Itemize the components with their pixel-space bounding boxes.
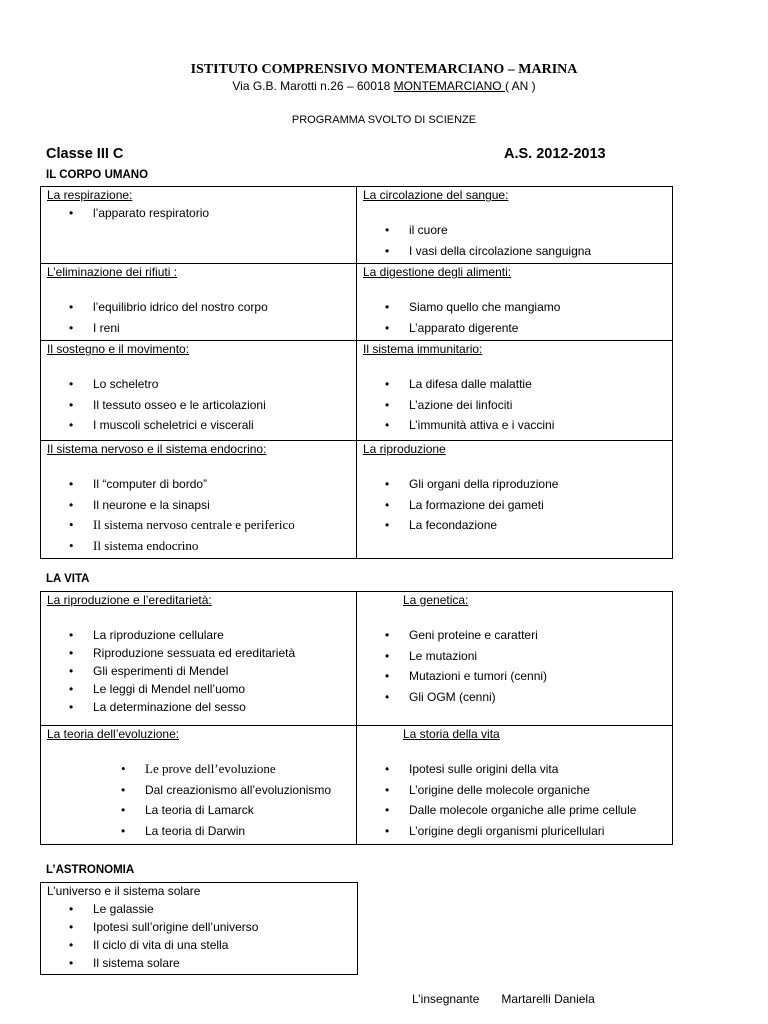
list-item: • Il sistema solare (47, 954, 351, 972)
list-item: • Le prove dell’evoluzione (47, 759, 350, 780)
topic-title: La storia della vita (403, 727, 500, 741)
astronomia-table (40, 882, 358, 975)
list-item: • Il neurone e la sinapsi (47, 495, 350, 516)
list-item: • La difesa dalle malattie (363, 374, 666, 395)
list-item: • Gli esperimenti di Mendel (47, 662, 350, 680)
topic-cell (41, 883, 358, 975)
list-item: • Il sistema nervoso centrale e periferico (47, 515, 350, 536)
vita-table (40, 591, 673, 845)
topic-cell (41, 341, 357, 441)
list-item: • Geni proteine e caratteri (363, 625, 666, 646)
topic-cell (357, 726, 673, 845)
address-street: Via G.B. Marotti n.26 – 60018 (232, 79, 394, 93)
section-title-vita: LA VITA (46, 573, 90, 585)
teacher-name: Martarelli Daniela (501, 992, 595, 1006)
list-item: • Il tessuto osseo e le articolazioni (47, 395, 350, 416)
list-item: • Il “computer di bordo” (47, 474, 350, 495)
list-item: • La determinazione del sesso (47, 698, 350, 716)
list-item: • l’equilibrio idrico del nostro corpo (47, 297, 350, 318)
list-item: • Riproduzione sessuata ed ereditarietà (47, 644, 350, 662)
list-item: • Siamo quello che mangiamo (363, 297, 666, 318)
topic-title: Il sostegno e il movimento: (47, 342, 190, 356)
list-item: • L’immunità attiva e i vaccini (363, 415, 666, 436)
signature (412, 992, 595, 1006)
list-item: • l’apparato respiratorio (47, 203, 350, 224)
list-item: • L’azione dei linfociti (363, 395, 666, 416)
list-item: • il cuore (363, 220, 666, 241)
list-item: • I vasi della circolazione sanguigna (363, 241, 666, 262)
signature-label: L’insegnante (412, 992, 480, 1006)
list-item: • Lo scheletro (47, 374, 350, 395)
topic-cell (357, 441, 673, 559)
address-town: MONTEMARCIANO (393, 79, 505, 93)
list-item: • Le leggi di Mendel nell’uomo (47, 680, 350, 698)
list-item: • I reni (47, 318, 350, 339)
section-title-astronomia: L’ASTRONOMIA (46, 864, 135, 876)
topic-title: L’eliminazione dei rifiuti : (47, 265, 178, 279)
list-item: • La fecondazione (363, 515, 666, 536)
list-item: • Il ciclo di vita di una stella (47, 936, 351, 954)
topic-cell (357, 341, 673, 441)
topic-title: La genetica: (403, 593, 469, 607)
topic-cell (41, 726, 357, 845)
list-item: • Le mutazioni (363, 646, 666, 667)
topic-title: La respirazione: (47, 188, 133, 202)
list-item: • Dal creazionismo all’evoluzionismo (47, 780, 350, 801)
list-item: • L’origine delle molecole organiche (363, 780, 666, 801)
list-item: • L’apparato digerente (363, 318, 666, 339)
list-item: • L’origine degli organismi pluricellulari (363, 821, 666, 842)
topic-cell (41, 441, 357, 559)
topic-title: La digestione degli alimenti: (363, 265, 512, 279)
school-year: A.S. 2012-2013 (504, 146, 606, 162)
list-item: • La formazione dei gameti (363, 495, 666, 516)
topic-title: Il sistema nervoso e il sistema endocrino: (47, 442, 267, 456)
school-name: ISTITUTO COMPRENSIVO MONTEMARCIANO – MARINA (190, 62, 578, 77)
topic-cell (357, 187, 673, 264)
school-address (0, 79, 768, 93)
list-item: • La teoria di Darwin (47, 821, 350, 842)
topic-cell (41, 592, 357, 726)
topic-title: La teoria dell’evoluzione: (47, 727, 180, 741)
topic-title: L’universo e il sistema solare (47, 884, 201, 898)
topic-title: Il sistema immunitario: (363, 342, 483, 356)
list-item: • La teoria di Lamarck (47, 800, 350, 821)
class-label: Classe III C (46, 146, 124, 162)
list-item: • Dalle molecole organiche alle prime cellule (363, 800, 666, 821)
address-province: ( AN ) (504, 79, 536, 93)
topic-cell (357, 592, 673, 726)
topic-title: La riproduzione e l’ereditarietà: (47, 593, 212, 607)
topic-title: La riproduzione (363, 442, 446, 456)
list-item: • Le galassie (47, 900, 351, 918)
list-item: • Mutazioni e tumori (cenni) (363, 666, 666, 687)
list-item: • Ipotesi sull’origine dell’universo (47, 918, 351, 936)
topic-cell (357, 264, 673, 341)
topic-cell (41, 264, 357, 341)
list-item: • La riproduzione cellulare (47, 626, 350, 644)
list-item: • Il sistema endocrino (47, 536, 350, 557)
list-item: • Gli OGM (cenni) (363, 687, 666, 708)
list-item: • Gli organi della riproduzione (363, 474, 666, 495)
program-title: PROGRAMMA SVOLTO DI SCIENZE (291, 114, 477, 126)
list-item: • I muscoli scheletrici e viscerali (47, 415, 350, 436)
section-title-corpo-umano: IL CORPO UMANO (46, 169, 149, 181)
corpo-umano-table (40, 186, 673, 559)
list-item: • Ipotesi sulle origini della vita (363, 759, 666, 780)
topic-cell (41, 187, 357, 264)
topic-title: La circolazione del sangue: (363, 188, 509, 202)
